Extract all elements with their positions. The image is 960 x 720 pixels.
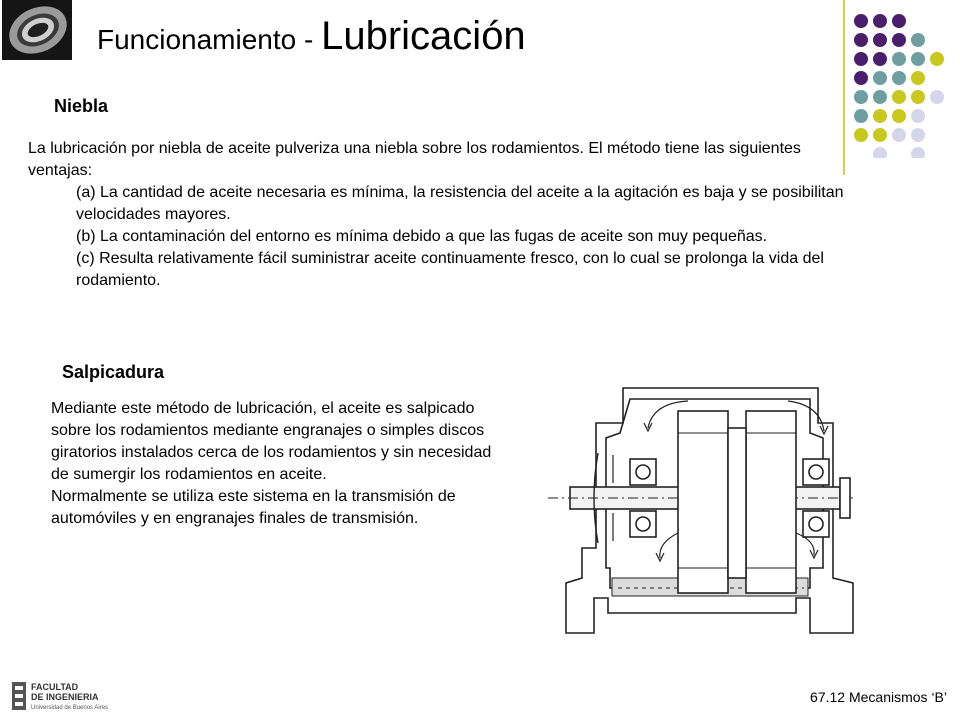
title-main: Lubricación	[321, 14, 526, 58]
page-title	[97, 14, 526, 59]
niebla-body	[28, 138, 848, 292]
bearing-right-bottom	[803, 511, 829, 537]
bearing-logo-image	[2, 0, 72, 60]
dot-row-1	[854, 14, 906, 28]
dot-row-8	[873, 147, 925, 158]
dot-row-6	[854, 109, 925, 123]
dot-row-7	[854, 128, 925, 142]
dot-row-5	[854, 90, 944, 104]
splash-arrow-lower-left	[660, 533, 678, 558]
salpicadura-paragraph-1: Mediante este método de lubricación, el aceite es salpicado sobre los rodamientos mediante engranajes o simples discos giratorios instalados cerca de los rodamientos y sin necesidad de sumergir los rodamientos en aceite.	[51, 400, 492, 483]
salpicadura-heading: Salpicadura	[62, 362, 165, 382]
niebla-item-a: (a) La cantidad de aceite necesaria es mínima, la resistencia del aceite a la agitación es baja y se posibilitan velocidades mayores.	[76, 184, 844, 223]
footer-logo-line2: DE INGENIERIA	[31, 692, 99, 702]
faculty-logo	[10, 680, 130, 714]
dot-row-2	[854, 33, 925, 47]
title-prefix: Funcionamiento -	[97, 24, 322, 55]
faculty-emblem-icon	[10, 680, 130, 714]
bearing-left-top	[630, 459, 656, 485]
salpicadura-body	[51, 398, 513, 530]
bearing-left-bottom	[630, 511, 656, 537]
footer-logo-line1: FACULTAD	[31, 682, 79, 692]
bearing-right-top	[803, 459, 829, 485]
salpicadura-paragraph-2: Normalmente se utiliza este sistema en la transmisión de automóviles y en engranajes finales de transmisión.	[51, 488, 456, 527]
niebla-item-c: (c) Resulta relativamente fácil suministrar aceite continuamente fresco, con lo cual se prolonga la vida del rodamiento.	[76, 250, 824, 289]
dot-row-3	[854, 52, 944, 66]
niebla-intro: La lubricación por niebla de aceite pulveriza una niebla sobre los rodamientos. El método tiene las siguientes ventajas:	[28, 140, 801, 179]
decorative-dot-grid	[840, 8, 960, 158]
niebla-heading: Niebla	[54, 96, 109, 116]
dot-row-4	[854, 71, 925, 85]
gear-left	[678, 411, 728, 593]
gear-right	[746, 411, 796, 593]
splash-lubrication-diagram	[548, 383, 858, 638]
course-label: 67.12 Mecanismos ‘B’	[810, 689, 947, 705]
niebla-item-b: (b) La contaminación del entorno es mínima debido a que las fugas de aceite son muy pequeñas.	[76, 228, 768, 245]
footer-logo-line3: Universidad de Buenos Aires	[31, 705, 109, 711]
